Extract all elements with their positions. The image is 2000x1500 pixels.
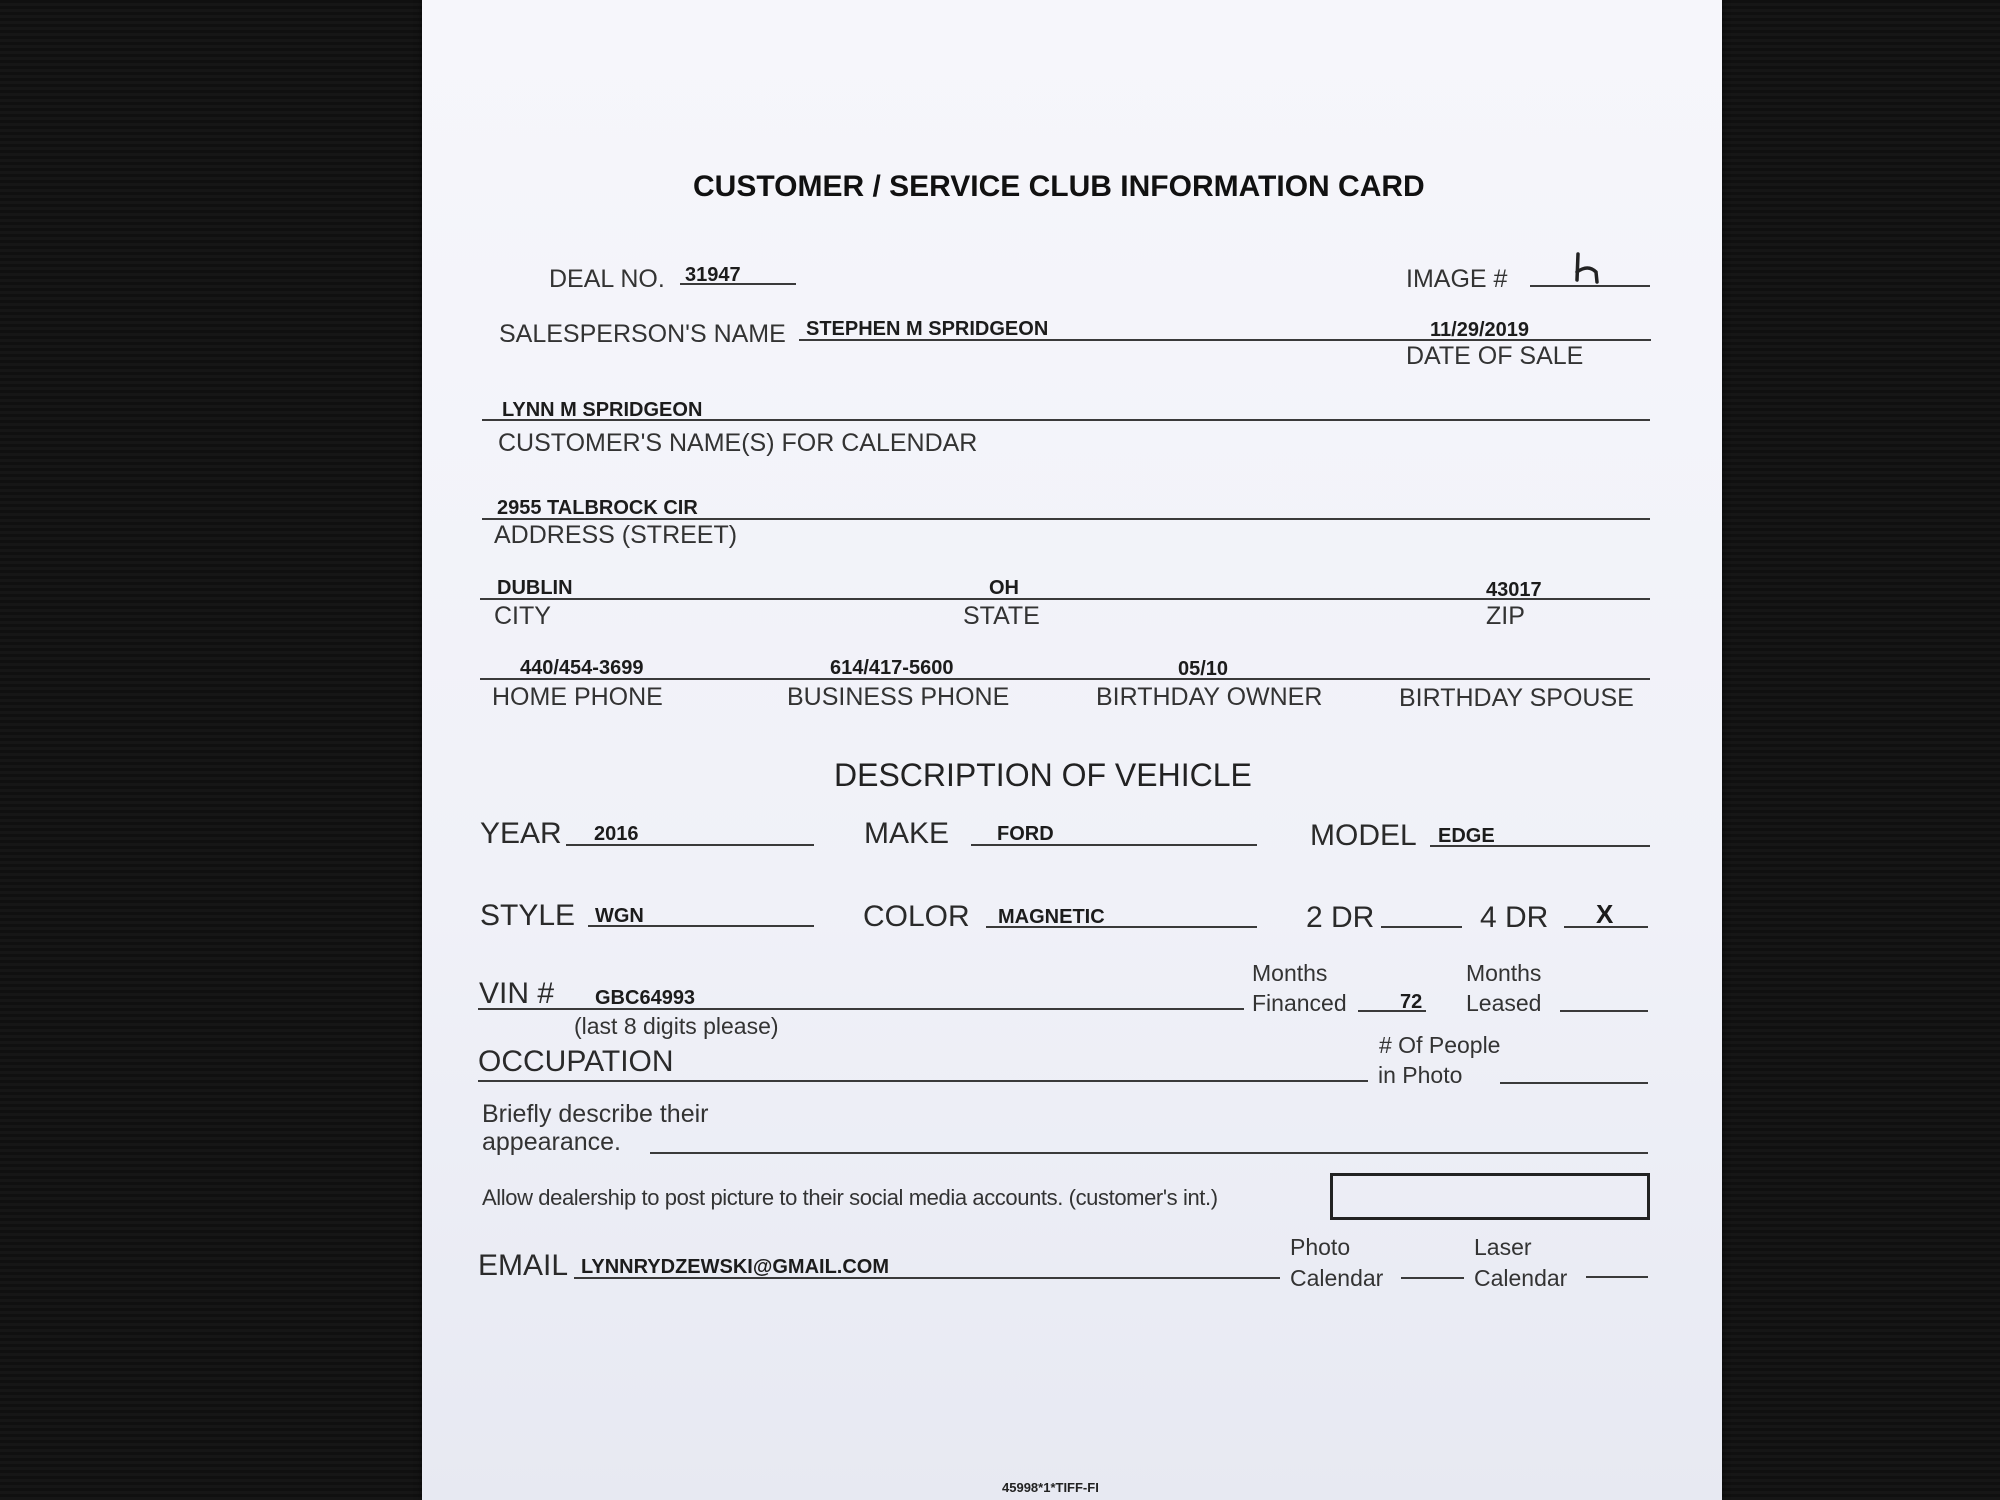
year-line xyxy=(566,844,814,846)
laser-calendar-label-bottom: Calendar xyxy=(1474,1265,1568,1291)
image-number-label: IMAGE # xyxy=(1406,265,1508,293)
four-door-value[interactable]: X xyxy=(1596,899,1614,929)
deal-number-line xyxy=(680,283,796,285)
people-in-photo-line xyxy=(1500,1082,1648,1084)
birthday-spouse-label: BIRTHDAY SPOUSE xyxy=(1399,684,1634,712)
business-phone-label: BUSINESS PHONE xyxy=(787,683,1010,711)
address-value[interactable]: 2955 TALBROCK CIR xyxy=(497,497,698,519)
zip-value[interactable]: 43017 xyxy=(1486,579,1542,601)
style-label: STYLE xyxy=(480,899,576,932)
photo-calendar-label-bottom: Calendar xyxy=(1290,1265,1384,1291)
occupation-label: OCCUPATION xyxy=(478,1045,674,1078)
salesperson-line xyxy=(799,339,1651,341)
customer-name-label: CUSTOMER'S NAME(S) FOR CALENDAR xyxy=(498,429,978,457)
phones-birthdays-line xyxy=(480,678,1650,680)
laser-calendar-label-top: Laser xyxy=(1474,1234,1532,1260)
photo-calendar-label-top: Photo xyxy=(1290,1234,1351,1260)
state-value[interactable]: OH xyxy=(989,577,1019,599)
appearance-line xyxy=(650,1152,1648,1154)
appearance-label-line-2: appearance. xyxy=(482,1128,622,1156)
model-label: MODEL xyxy=(1310,819,1417,852)
months-leased-label-bottom: Leased xyxy=(1466,990,1542,1016)
deal-number-value[interactable]: 31947 xyxy=(685,264,741,286)
birthday-owner-label: BIRTHDAY OWNER xyxy=(1096,683,1323,711)
home-phone-label: HOME PHONE xyxy=(492,683,663,711)
model-value[interactable]: EDGE xyxy=(1438,825,1495,847)
two-door-label: 2 DR xyxy=(1306,901,1375,934)
appearance-label-line-1: Briefly describe their xyxy=(482,1100,709,1128)
information-card xyxy=(422,0,1722,1500)
laser-calendar-line xyxy=(1586,1276,1648,1278)
occupation-line xyxy=(478,1080,1368,1082)
make-line xyxy=(971,844,1257,846)
vin-label: VIN # xyxy=(479,977,555,1010)
vin-value[interactable]: GBC64993 xyxy=(595,987,696,1009)
city-label: CITY xyxy=(494,602,551,630)
months-financed-label-top: Months xyxy=(1252,960,1328,986)
date-of-sale-value[interactable]: 11/29/2019 xyxy=(1430,319,1529,341)
salesperson-label: SALESPERSON'S NAME xyxy=(499,320,786,348)
color-line xyxy=(986,926,1257,928)
customer-name-line xyxy=(482,419,1650,421)
months-financed-line xyxy=(1358,1010,1426,1012)
style-value[interactable]: WGN xyxy=(595,905,644,927)
email-line xyxy=(574,1277,1280,1279)
months-financed-label-bottom: Financed xyxy=(1252,990,1347,1016)
color-label: COLOR xyxy=(863,900,970,933)
home-phone-value[interactable]: 440/454-3699 xyxy=(520,657,644,679)
year-value[interactable]: 2016 xyxy=(594,823,639,845)
customer-name-value[interactable]: LYNN M SPRIDGEON xyxy=(502,399,703,421)
address-label: ADDRESS (STREET) xyxy=(494,521,738,549)
social-media-permission-label: Allow dealership to post picture to their social media accounts. (customer's int.) xyxy=(482,1185,1218,1210)
vin-line xyxy=(478,1008,1244,1010)
email-value[interactable]: LYNNRYDZEWSKI@GMAIL.COM xyxy=(581,1256,890,1278)
make-label: MAKE xyxy=(864,817,950,850)
image-number-line xyxy=(1530,285,1650,287)
year-label: YEAR xyxy=(480,817,562,850)
birthday-owner-value[interactable]: 05/10 xyxy=(1178,658,1229,680)
four-door-line xyxy=(1564,926,1648,928)
state-label: STATE xyxy=(963,602,1040,630)
months-leased-label-top: Months xyxy=(1466,960,1542,986)
two-door-line xyxy=(1381,926,1462,928)
business-phone-value[interactable]: 614/417-5600 xyxy=(830,657,954,679)
color-value[interactable]: MAGNETIC xyxy=(998,906,1105,928)
people-in-photo-label-bottom: in Photo xyxy=(1378,1062,1463,1088)
social-media-permission-box[interactable] xyxy=(1330,1173,1650,1220)
image-number-handwritten-mark xyxy=(1566,250,1608,290)
email-label: EMAIL xyxy=(478,1249,569,1282)
card-title: CUSTOMER / SERVICE CLUB INFORMATION CARD xyxy=(693,170,1425,203)
vehicle-section-heading: DESCRIPTION OF VEHICLE xyxy=(834,757,1252,793)
months-financed-value[interactable]: 72 xyxy=(1400,991,1423,1013)
deal-number-label: DEAL NO. xyxy=(549,265,665,293)
zip-label: ZIP xyxy=(1486,602,1525,630)
city-value[interactable]: DUBLIN xyxy=(497,577,573,599)
city-state-zip-line xyxy=(480,598,1650,600)
salesperson-value[interactable]: STEPHEN M SPRIDGEON xyxy=(806,318,1049,340)
date-of-sale-label: DATE OF SALE xyxy=(1406,342,1584,370)
style-line xyxy=(588,925,814,927)
make-value[interactable]: FORD xyxy=(997,823,1054,845)
form-code: 45998*1*TIFF-FI xyxy=(1002,1480,1099,1495)
months-leased-line xyxy=(1560,1010,1648,1012)
four-door-label: 4 DR xyxy=(1480,901,1549,934)
photo-calendar-line xyxy=(1401,1277,1464,1279)
model-line xyxy=(1430,845,1650,847)
vin-hint: (last 8 digits please) xyxy=(574,1013,779,1039)
address-line xyxy=(482,518,1650,520)
people-in-photo-label-top: # Of People xyxy=(1379,1032,1501,1058)
